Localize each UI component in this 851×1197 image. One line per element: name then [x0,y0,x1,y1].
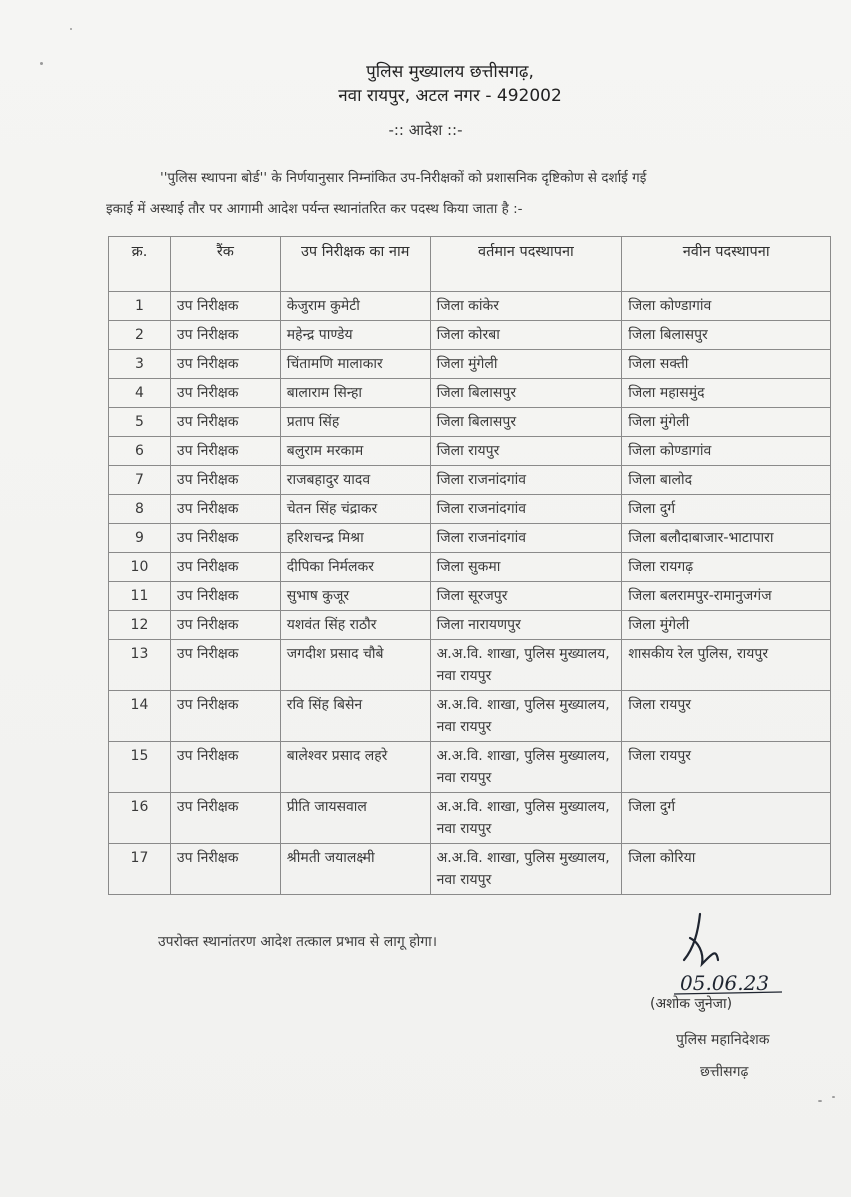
paper-speck [832,1096,835,1098]
table-row [109,524,831,553]
cell-current-posting: जिला नारायणपुर [430,611,622,640]
table-row [109,793,831,844]
cell-name: केजुराम कुमेटी [280,292,430,321]
cell-rank: उप निरीक्षक [170,553,280,582]
letterhead-line-1: पुलिस मुख्यालय छत्तीसगढ़, [366,62,534,82]
cell-name: महेन्द्र पाण्डेय [280,321,430,350]
signature-image [654,908,834,1008]
cell-sno: 8 [109,495,171,524]
cell-current-posting: जिला बिलासपुर [430,408,622,437]
table-row [109,611,831,640]
cell-new-posting: जिला सक्ती [622,350,831,379]
cell-current-posting: जिला मुंगेली [430,350,622,379]
cell-new-posting: जिला रायपुर [622,742,831,793]
column-header-current-posting: वर्तमान पदस्थापना [430,237,622,292]
table-row [109,292,831,321]
cell-new-posting: जिला बलौदाबाजार-भाटापारा [622,524,831,553]
cell-new-posting: शासकीय रेल पुलिस, रायपुर [622,640,831,691]
order-title: -:: आदेश ::- [388,121,463,139]
cell-rank: उप निरीक्षक [170,582,280,611]
cell-rank: उप निरीक्षक [170,495,280,524]
cell-current-posting: जिला राजनांदगांव [430,495,622,524]
cell-rank: उप निरीक्षक [170,350,280,379]
cell-name: रवि सिंह बिसेन [280,691,430,742]
table-row [109,466,831,495]
cell-new-posting: जिला बालोद [622,466,831,495]
table-row [109,582,831,611]
cell-sno: 3 [109,350,171,379]
table-body [109,292,831,895]
cell-sno: 1 [109,292,171,321]
cell-new-posting: जिला रायगढ़ [622,553,831,582]
cell-rank: उप निरीक्षक [170,379,280,408]
cell-rank: उप निरीक्षक [170,793,280,844]
signatory-state: छत्तीसगढ़ [700,1064,749,1080]
cell-rank: उप निरीक्षक [170,408,280,437]
cell-sno: 12 [109,611,171,640]
intro-line-1: ''पुलिस स्थापना बोर्ड'' के निर्णयानुसार निम्नांकित उप-निरीक्षकों को प्रशासनिक दृष्टिकोण से दर्शाई गई [160,170,647,186]
cell-current-posting: अ.अ.वि. शाखा, पुलिस मुख्यालय, नवा रायपुर [430,793,622,844]
cell-sno: 6 [109,437,171,466]
cell-new-posting: जिला कोण्डागांव [622,437,831,466]
cell-new-posting: जिला महासमुंद [622,379,831,408]
cell-new-posting: जिला बिलासपुर [622,321,831,350]
cell-sno: 11 [109,582,171,611]
table-row [109,408,831,437]
table-row [109,844,831,895]
table-row [109,691,831,742]
cell-rank: उप निरीक्षक [170,524,280,553]
cell-name: यशवंत सिंह राठौर [280,611,430,640]
cell-name: बलुराम मरकाम [280,437,430,466]
signature-date: 05.06.23 [680,971,770,995]
paper-speck [40,62,43,65]
cell-sno: 10 [109,553,171,582]
cell-new-posting: जिला कोण्डागांव [622,292,831,321]
cell-sno: 2 [109,321,171,350]
cell-new-posting: जिला मुंगेली [622,611,831,640]
cell-new-posting: जिला बलरामपुर-रामानुजगंज [622,582,831,611]
table-row [109,379,831,408]
letterhead-line-2: नवा रायपुर, अटल नगर - 492002 [338,86,562,106]
intro-line-2: इकाई में अस्थाई तौर पर आगामी आदेश पर्यन्त स्थानांतरित कर पदस्थ किया जाता है :- [106,201,523,217]
column-header-rank: रैंक [170,237,280,292]
cell-sno: 14 [109,691,171,742]
cell-rank: उप निरीक्षक [170,437,280,466]
column-header-new-posting: नवीन पदस्थापना [622,237,831,292]
cell-name: चेतन सिंह चंद्राकर [280,495,430,524]
table-row [109,321,831,350]
cell-name: प्रीति जायसवाल [280,793,430,844]
transfer-table [108,236,831,895]
column-header-name: उप निरीक्षक का नाम [280,237,430,292]
cell-rank: उप निरीक्षक [170,321,280,350]
cell-new-posting: जिला दुर्ग [622,495,831,524]
cell-new-posting: जिला दुर्ग [622,793,831,844]
cell-current-posting: जिला राजनांदगांव [430,466,622,495]
cell-name: हरिशचन्द्र मिश्रा [280,524,430,553]
cell-rank: उप निरीक्षक [170,292,280,321]
cell-name: जगदीश प्रसाद चौबे [280,640,430,691]
cell-name: प्रताप सिंह [280,408,430,437]
cell-rank: उप निरीक्षक [170,742,280,793]
cell-name: चिंतामणि मालाकार [280,350,430,379]
table-row [109,640,831,691]
cell-name: दीपिका निर्मलकर [280,553,430,582]
cell-current-posting: जिला सूरजपुर [430,582,622,611]
cell-current-posting: जिला रायपुर [430,437,622,466]
cell-new-posting: जिला रायपुर [622,691,831,742]
letterhead [300,60,600,108]
cell-current-posting: जिला कोरबा [430,321,622,350]
cell-current-posting: अ.अ.वि. शाखा, पुलिस मुख्यालय, नवा रायपुर [430,640,622,691]
cell-name: सुभाष कुजूर [280,582,430,611]
cell-current-posting: जिला बिलासपुर [430,379,622,408]
cell-current-posting: जिला सुकमा [430,553,622,582]
cell-name: बालेश्वर प्रसाद लहरे [280,742,430,793]
table-header-row [109,237,831,292]
cell-new-posting: जिला मुंगेली [622,408,831,437]
table-row [109,742,831,793]
cell-current-posting: अ.अ.वि. शाखा, पुलिस मुख्यालय, नवा रायपुर [430,691,622,742]
cell-rank: उप निरीक्षक [170,691,280,742]
cell-new-posting: जिला कोरिया [622,844,831,895]
cell-sno: 15 [109,742,171,793]
column-header-sno: क्र. [109,237,171,292]
cell-current-posting: जिला कांकेर [430,292,622,321]
cell-current-posting: अ.अ.वि. शाखा, पुलिस मुख्यालय, नवा रायपुर [430,844,622,895]
cell-name: राजबहादुर यादव [280,466,430,495]
signatory-name: (अशोक जुनेजा) [650,996,733,1012]
paper-speck [818,1100,822,1102]
cell-sno: 17 [109,844,171,895]
cell-current-posting: जिला राजनांदगांव [430,524,622,553]
signatory-designation: पुलिस महानिदेशक [676,1032,770,1048]
cell-rank: उप निरीक्षक [170,611,280,640]
cell-sno: 16 [109,793,171,844]
cell-rank: उप निरीक्षक [170,466,280,495]
table-row [109,437,831,466]
table-row [109,495,831,524]
cell-sno: 7 [109,466,171,495]
cell-name: श्रीमती जयालक्ष्मी [280,844,430,895]
table-row [109,553,831,582]
cell-sno: 13 [109,640,171,691]
cell-rank: उप निरीक्षक [170,844,280,895]
cell-sno: 4 [109,379,171,408]
cell-sno: 5 [109,408,171,437]
cell-name: बालाराम सिन्हा [280,379,430,408]
cell-rank: उप निरीक्षक [170,640,280,691]
table-row [109,350,831,379]
effective-immediately-note: उपरोक्त स्थानांतरण आदेश तत्काल प्रभाव से लागू होगा। [158,934,438,950]
cell-current-posting: अ.अ.वि. शाखा, पुलिस मुख्यालय, नवा रायपुर [430,742,622,793]
cell-sno: 9 [109,524,171,553]
paper-speck [70,28,72,30]
intro-paragraph [106,163,848,217]
